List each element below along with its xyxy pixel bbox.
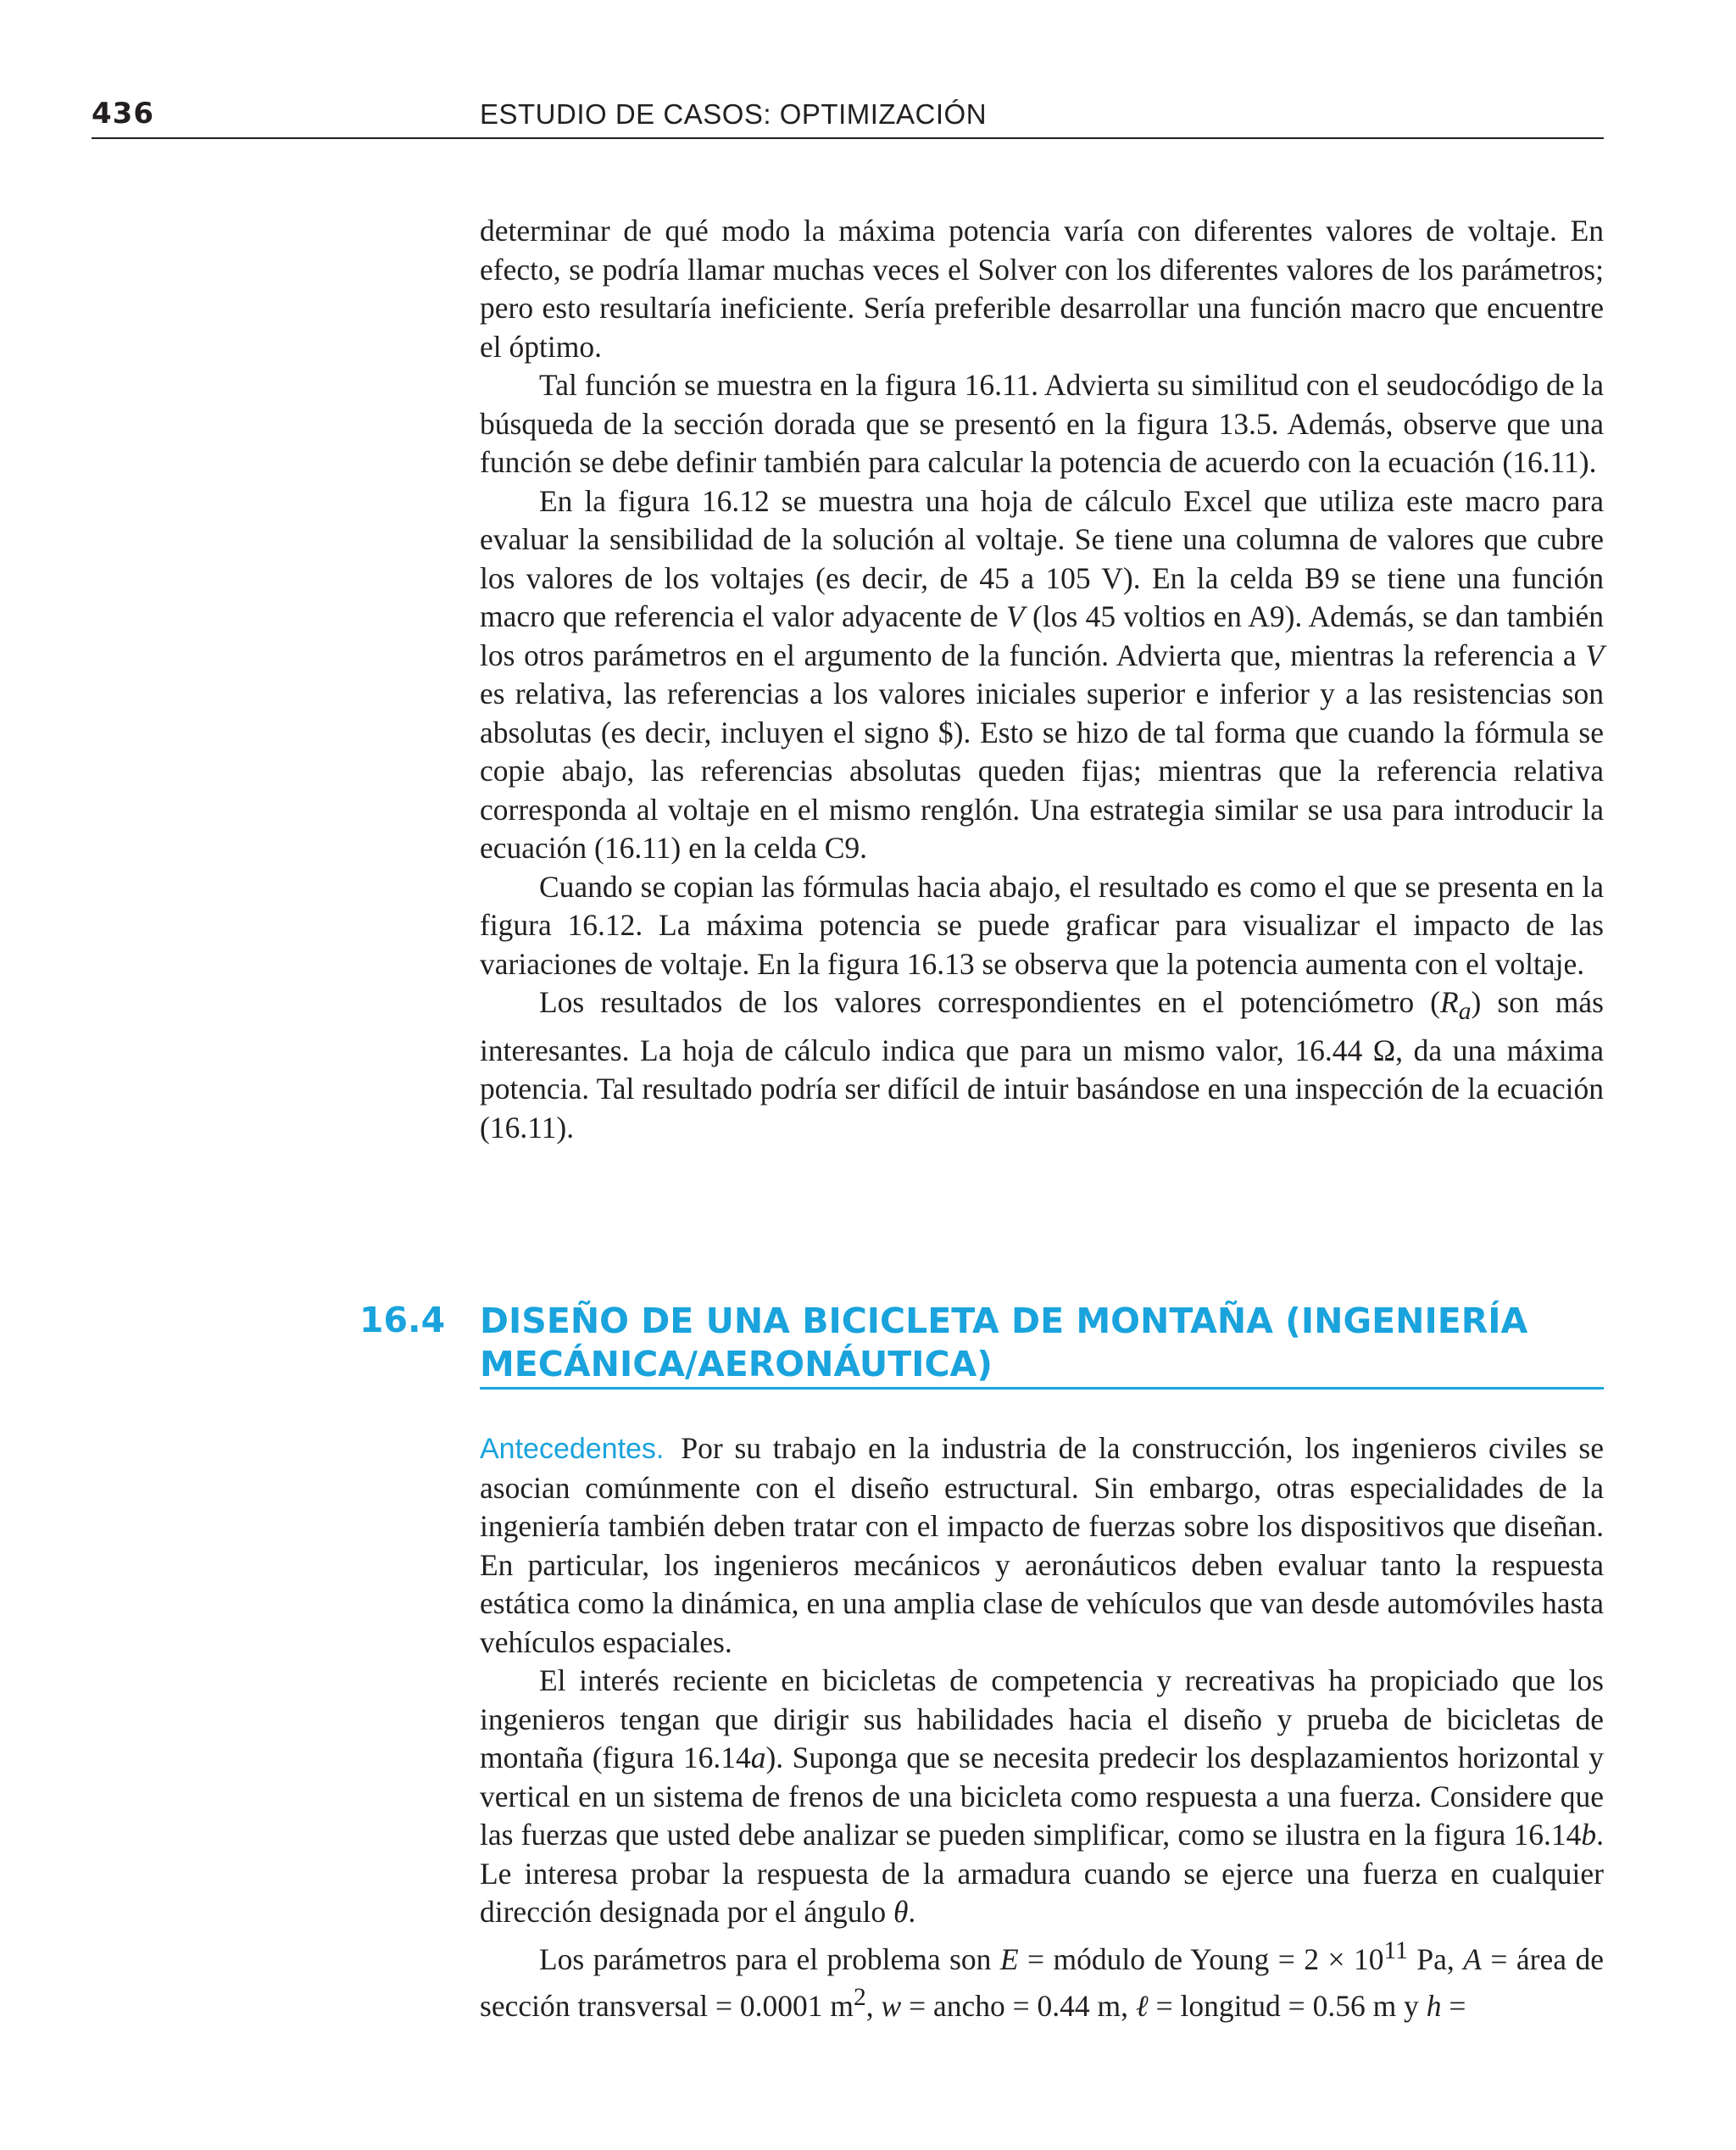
text-run: = área de sección transversal = 0.0001 m	[480, 1941, 1604, 2023]
text-run: Los parámetros para el problema son	[539, 1941, 1000, 1976]
text-run: = módulo de Young = 2 × 10	[1018, 1941, 1384, 1976]
variable-v: V	[1006, 599, 1025, 633]
paragraph: Tal función se muestra en la figura 16.11. Advierta su similitud con el seudocódigo de la búsqueda de la sección dorada que se presentó en la figura 13.5. Además, observe que una función se debe definir también para calcular la potencia de acuerdo con la ecuación (16.11).	[480, 368, 1604, 479]
text-run: (los 45 voltios en A9). Además, se dan también los otros parámetros en el argumento de la función. Advierta que, mientras la referencia a	[480, 599, 1604, 672]
figure-letter: b	[1581, 1818, 1597, 1852]
header-rule	[92, 137, 1604, 139]
variable-v: V	[1585, 638, 1604, 672]
variable-h: h	[1426, 1988, 1442, 2023]
text-run: = ancho = 0.44 m,	[901, 1988, 1136, 2023]
figure-letter: a	[750, 1741, 766, 1774]
text-run: En la figura 16.12 se muestra una hoja de cálculo Excel que utiliza este macro para evaluar la sensibilidad de la solución al voltaje. Se tiene una columna de valores que cubre los valores de los voltajes (es decir, de 45 a 105 V). En la celda B9 se tiene una función macro que referencia el valor adyacente de	[480, 483, 1604, 633]
text-run: =	[1441, 1988, 1466, 2023]
body-text-top	[480, 212, 1604, 1147]
variable-w: w	[881, 1988, 902, 2023]
text-run: Por su trabajo en la industria de la construcción, los ingenieros civiles se asocian comúnmente con el diseño estructural. Sin embargo, otras especialidades de la ingeniería también deben tratar con el impacto de fuerzas sobre los dispositivos que diseñan. En particular, los ingenieros mecánicos y aeronáuticos deben evaluar tanto la respuesta estática como la dinámica, en una amplia clase de vehículos que van desde automóviles hasta vehículos espaciales.	[480, 1431, 1604, 1659]
paragraph: Cuando se copian las fórmulas hacia abajo, el resultado es como el que se presenta en la figura 16.12. La máxima potencia se puede graficar para visualizar el impacto de las variaciones de voltaje. En la figura 16.13 se observa que la potencia aumenta con el voltaje.	[480, 869, 1604, 981]
paragraph: determinar de qué modo la máxima potencia varía con diferentes valores de voltaje. En efecto, se podría llamar muchas veces el Solver con los diferentes valores de los parámetros; pero esto resultaría ineficiente. Sería preferible desarrollar una función macro que encuentre el óptimo.	[480, 214, 1604, 364]
paragraph	[480, 1429, 1604, 1662]
text-run: Pa,	[1407, 1941, 1464, 1976]
exponent: 11	[1383, 1936, 1408, 1964]
subscript-a: a	[1458, 998, 1472, 1026]
variable-l: ℓ	[1135, 1988, 1149, 2023]
variable-a: A	[1463, 1941, 1482, 1976]
page-number: 436	[92, 97, 154, 131]
theta-symbol: θ	[893, 1895, 909, 1929]
text-run: . Le interesa probar la respuesta de la armadura cuando se ejerce una fuerza en cualquier dirección designada por el ángulo	[480, 1818, 1604, 1929]
running-title: ESTUDIO DE CASOS: OPTIMIZACIÓN	[480, 98, 988, 130]
text-run: El interés reciente en bicicletas de competencia y recreativas ha propiciado que los ingenieros tengan que dirigir sus habilidades hacia el diseño y prueba de bicicletas de montaña (figura 16.14	[480, 1663, 1604, 1774]
text-run: Los resultados de los valores correspondientes en el potenciómetro (	[539, 985, 1440, 1019]
section-rule	[480, 1387, 1604, 1390]
lead-label: Antecedentes.	[480, 1433, 665, 1465]
paragraph	[480, 482, 1604, 868]
variable-r: R	[1440, 985, 1459, 1019]
text-run: = longitud = 0.56 m y	[1148, 1988, 1427, 2023]
paragraph	[480, 1662, 1604, 1932]
text-run: ). Suponga que se necesita predecir los desplazamientos horizontal y vertical en un sistema de frenos de una bicicleta como respuesta a una fuerza. Considere que las fuerzas que usted debe analizar se pueden simplificar, como se ilustra en la figura 16.14	[480, 1741, 1605, 1852]
exponent: 2	[853, 1983, 866, 2011]
paragraph	[480, 983, 1604, 1147]
body-text-section	[480, 1429, 1604, 2025]
text-run: ,	[865, 1988, 882, 2023]
paragraph	[480, 1932, 1604, 2026]
text-run: .	[908, 1895, 916, 1929]
section-number: 16.4	[359, 1300, 446, 1340]
variable-e: E	[999, 1941, 1019, 1976]
text-run: es relativa, las referencias a los valores iniciales superior e inferior y a las resistencias son absolutas (es decir, incluyen el signo $). Esto se hizo de tal forma que cuando la fórmula se copie abajo, las referencias absolutas queden fijas; mientras que la referencia relativa corresponda al voltaje en el mismo renglón. Una estrategia similar se usa para introducir la ecuación (16.11) en la celda C9.	[480, 677, 1604, 865]
section-title: DISEÑO DE UNA BICICLETA DE MONTAÑA (INGENIERÍA MECÁNICA/AERONÁUTICA)	[480, 1301, 1528, 1384]
text-run: ) son más interesantes. La hoja de cálculo indica que para un mismo valor, 16.44 Ω, da una máxima potencia. Tal resultado podría ser difícil de intuir basándose en una inspección de la ecuación (16.11).	[480, 985, 1604, 1145]
